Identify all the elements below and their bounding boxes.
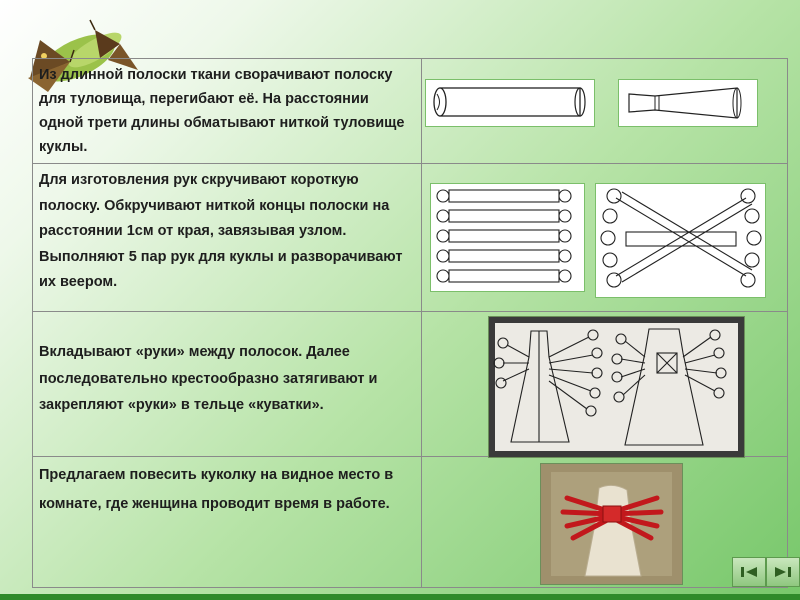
- rolled-body-sketch: [425, 79, 595, 127]
- step-text: Из длинной полоски ткани сворачивают полоску для туловища, перегибают её. На расстоянии одной трети длины обматывают ниткой туловище куклы.: [39, 67, 405, 155]
- first-slide-icon: [739, 564, 759, 580]
- step-row: [33, 59, 788, 164]
- step-text: Для изготовления рук скручивают короткую полоску. Обкручивают ниткой концы полоски на расстоянии 1см от края, завязывая узлом. Выполняют 5 пар рук для куклы и разворачивают их веером.: [39, 172, 403, 290]
- instructions-table: [32, 58, 788, 588]
- folded-body-sketch: [618, 79, 758, 127]
- last-slide-button[interactable]: [766, 557, 800, 587]
- footer-bar: [0, 594, 800, 600]
- step-row: [33, 312, 788, 457]
- arms-fan-sketch: [595, 183, 766, 298]
- doll-assembly-sketch: [488, 316, 745, 458]
- step-row: [33, 457, 788, 588]
- step-row: [33, 164, 788, 312]
- last-slide-icon: [773, 564, 793, 580]
- step-text: Предлагаем повесить куколку на видное место в комнате, где женщина проводит время в работе.: [39, 467, 394, 512]
- finished-doll-photo: [540, 463, 683, 585]
- step-text: Вкладывают «руки» между полосок. Далее последовательно крестообразно затягивают и закрепляют «руки» в тельце «куватки».: [39, 344, 378, 413]
- arm-rolls-sketch: [430, 183, 585, 292]
- first-slide-button[interactable]: [732, 557, 766, 587]
